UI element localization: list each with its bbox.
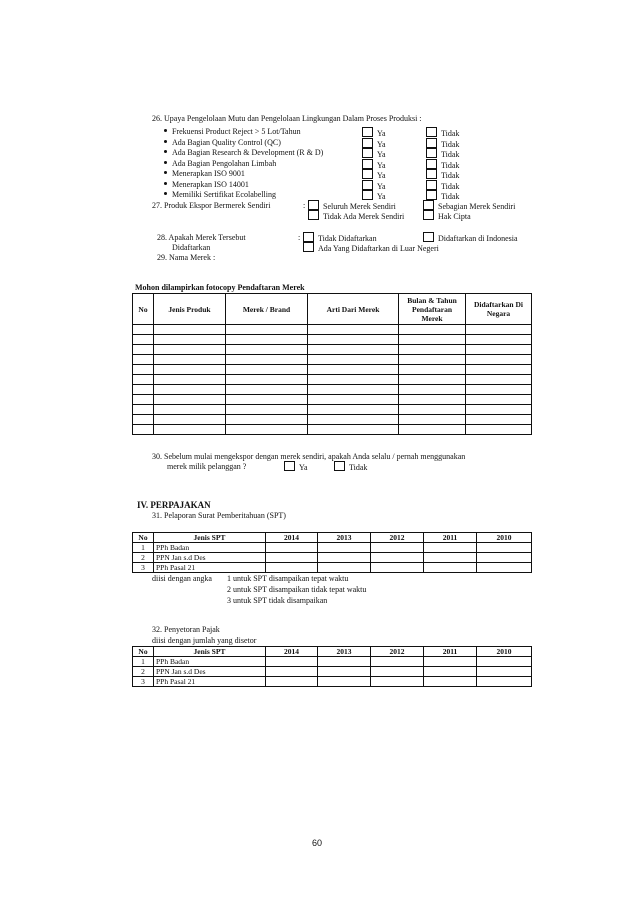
table-cell[interactable] — [371, 563, 424, 573]
column-header: 2011 — [424, 647, 477, 657]
table-row — [133, 425, 532, 435]
table-cell[interactable] — [308, 355, 399, 365]
table-cell[interactable] — [399, 405, 466, 415]
table-cell[interactable] — [371, 677, 424, 687]
table-cell[interactable] — [399, 325, 466, 335]
table-cell[interactable] — [133, 395, 154, 405]
checkbox[interactable] — [362, 138, 373, 148]
q27-option-1[interactable]: Seluruh Merek Sendiri — [308, 200, 396, 211]
column-header: Jenis SPT — [154, 647, 266, 657]
table-cell[interactable] — [154, 395, 226, 405]
checkbox[interactable] — [423, 200, 434, 210]
bullet-icon — [164, 182, 167, 185]
table-cell[interactable] — [371, 553, 424, 563]
table-cell[interactable] — [371, 657, 424, 667]
q26-yes-option[interactable]: Ya — [362, 138, 386, 149]
table-cell[interactable] — [477, 677, 532, 687]
table-cell[interactable] — [477, 563, 532, 573]
table-cell[interactable] — [266, 667, 318, 677]
q28-option-2[interactable]: Didaftarkan di Indonesia — [423, 232, 518, 243]
column-header: Bulan & Tahun Pendaftaran Merek — [399, 294, 466, 325]
table-cell[interactable] — [477, 553, 532, 563]
bullet-icon — [164, 192, 167, 195]
checkbox[interactable] — [426, 190, 437, 200]
table-cell[interactable] — [466, 355, 532, 365]
q26-no-option[interactable]: Tidak — [426, 180, 459, 191]
column-header: 2013 — [318, 533, 371, 543]
table-row — [133, 365, 532, 375]
table-cell[interactable] — [466, 395, 532, 405]
table-cell[interactable] — [308, 405, 399, 415]
table-cell[interactable] — [266, 677, 318, 687]
checkbox[interactable] — [303, 242, 314, 252]
table-cell[interactable] — [477, 657, 532, 667]
table-cell[interactable] — [154, 325, 226, 335]
q26-no-option[interactable]: Tidak — [426, 138, 459, 149]
spt-type: PPh Pasal 21 — [154, 677, 266, 687]
spt-table — [132, 532, 532, 573]
q26-title: 26. Upaya Pengelolaan Mutu dan Pengelolaan Lingkungan Dalam Proses Produksi : — [152, 114, 422, 123]
row-number: 2 — [133, 667, 154, 677]
table-cell[interactable] — [308, 395, 399, 405]
q26-item: Memiliki Sertifikat Ecolabelling — [164, 190, 276, 199]
table-cell[interactable] — [466, 365, 532, 375]
table-cell[interactable] — [133, 415, 154, 425]
checkbox[interactable] — [303, 232, 314, 242]
page-number: 60 — [312, 838, 323, 848]
checkbox[interactable] — [426, 148, 437, 158]
table-cell[interactable] — [266, 657, 318, 667]
table-cell[interactable] — [226, 415, 308, 425]
q31-note-2: 2 untuk SPT disampaikan tidak tepat waktu — [227, 585, 367, 594]
table-cell[interactable] — [308, 415, 399, 425]
table-row — [133, 667, 532, 677]
checkbox[interactable] — [284, 461, 295, 471]
q30-yes[interactable]: Ya — [284, 461, 308, 472]
table-cell[interactable] — [266, 553, 318, 563]
table-cell[interactable] — [424, 553, 477, 563]
checkbox[interactable] — [426, 169, 437, 179]
q26-item: Ada Bagian Quality Control (QC) — [164, 138, 281, 147]
q28-title-line1: 28. Apakah Merek Tersebut — [157, 233, 246, 242]
table-cell[interactable] — [318, 657, 371, 667]
table-cell[interactable] — [308, 425, 399, 435]
q26-no-option[interactable]: Tidak — [426, 190, 459, 201]
q26-yes-option[interactable]: Ya — [362, 127, 386, 138]
table-cell[interactable] — [266, 563, 318, 573]
q30-no[interactable]: Tidak — [334, 461, 367, 472]
row-number: 1 — [133, 543, 154, 553]
table-cell[interactable] — [399, 335, 466, 345]
q27-option-4[interactable]: Hak Cipta — [423, 210, 471, 221]
table-cell[interactable] — [133, 385, 154, 395]
table-cell[interactable] — [424, 677, 477, 687]
table-cell[interactable] — [226, 325, 308, 335]
table-cell[interactable] — [318, 667, 371, 677]
table-cell[interactable] — [226, 345, 308, 355]
bullet-icon — [164, 129, 167, 132]
q32-title: 32. Penyetoran Pajak — [152, 625, 220, 634]
table-cell[interactable] — [466, 385, 532, 395]
q26-item: Menerapkan ISO 9001 — [164, 169, 245, 178]
column-header: 2012 — [371, 533, 424, 543]
checkbox[interactable] — [426, 138, 437, 148]
table-cell[interactable] — [308, 365, 399, 375]
table-cell[interactable] — [424, 543, 477, 553]
bullet-icon — [164, 140, 167, 143]
table-row — [133, 563, 532, 573]
table-row — [133, 375, 532, 385]
table-cell[interactable] — [133, 345, 154, 355]
table-cell[interactable] — [226, 395, 308, 405]
table-cell[interactable] — [424, 563, 477, 573]
row-number: 1 — [133, 657, 154, 667]
table-cell[interactable] — [399, 385, 466, 395]
q26-yes-option[interactable]: Ya — [362, 190, 386, 201]
table-row — [133, 385, 532, 395]
checkbox[interactable] — [308, 210, 319, 220]
table-row — [133, 657, 532, 667]
checkbox[interactable] — [362, 159, 373, 169]
table-cell[interactable] — [466, 375, 532, 385]
q26-yes-option[interactable]: Ya — [362, 180, 386, 191]
table-cell[interactable] — [133, 355, 154, 365]
row-number: 3 — [133, 677, 154, 687]
q31-note-1: 1 untuk SPT disampaikan tepat waktu — [227, 574, 349, 583]
table-cell[interactable] — [318, 543, 371, 553]
checkbox[interactable] — [362, 169, 373, 179]
q30-line2: merek milik pelanggan ? — [167, 462, 247, 471]
table-cell[interactable] — [133, 405, 154, 415]
checkbox[interactable] — [362, 190, 373, 200]
table-cell[interactable] — [154, 425, 226, 435]
checkbox[interactable] — [423, 232, 434, 242]
column-header: 2012 — [371, 647, 424, 657]
column-header: No — [133, 533, 154, 543]
brand-table-caption: Mohon dilampirkan fotocopy Pendaftaran Merek — [135, 283, 305, 292]
table-cell[interactable] — [133, 335, 154, 345]
bullet-icon — [164, 161, 167, 164]
q26-item: Ada Bagian Research & Development (R & D) — [164, 148, 323, 157]
table-cell[interactable] — [318, 677, 371, 687]
bullet-icon — [164, 171, 167, 174]
table-cell[interactable] — [308, 345, 399, 355]
table-cell[interactable] — [466, 425, 532, 435]
table-cell[interactable] — [399, 375, 466, 385]
table-row — [133, 395, 532, 405]
spt-type: PPN Jan s.d Des — [154, 553, 266, 563]
table-cell[interactable] — [399, 395, 466, 405]
table-row — [133, 355, 532, 365]
q27-option-2[interactable]: Sebagian Merek Sendiri — [423, 200, 515, 211]
checkbox[interactable] — [426, 159, 437, 169]
column-header: Didaftarkan Di Negara — [466, 294, 532, 325]
table-cell[interactable] — [399, 355, 466, 365]
column-header: 2013 — [318, 647, 371, 657]
table-cell[interactable] — [226, 375, 308, 385]
table-cell[interactable] — [154, 365, 226, 375]
spt-type: PPN Jan s.d Des — [154, 667, 266, 677]
bullet-icon — [164, 150, 167, 153]
table-cell[interactable] — [226, 425, 308, 435]
checkbox[interactable] — [426, 180, 437, 190]
table-row — [133, 345, 532, 355]
column-header: 2014 — [266, 533, 318, 543]
table-cell[interactable] — [154, 415, 226, 425]
q27-colon: : — [303, 201, 306, 210]
table-cell[interactable] — [154, 375, 226, 385]
row-number: 2 — [133, 553, 154, 563]
column-header: 2010 — [477, 647, 532, 657]
checkbox[interactable] — [362, 127, 373, 137]
q26-yes-option[interactable]: Ya — [362, 159, 386, 170]
q26-item: Menerapkan ISO 14001 — [164, 180, 249, 189]
q26-no-option[interactable]: Tidak — [426, 127, 459, 138]
table-cell[interactable] — [154, 345, 226, 355]
q26-item: Frekuensi Product Reject > 5 Lot/Tahun — [164, 127, 301, 136]
table-cell[interactable] — [424, 657, 477, 667]
checkbox[interactable] — [308, 200, 319, 210]
checkbox[interactable] — [362, 148, 373, 158]
q31-note-3: 3 untuk SPT tidak disampaikan — [227, 596, 328, 605]
table-cell[interactable] — [133, 325, 154, 335]
table-cell[interactable] — [154, 355, 226, 365]
column-header: 2011 — [424, 533, 477, 543]
table-cell[interactable] — [466, 325, 532, 335]
brand-table — [132, 293, 532, 435]
q27-option-3[interactable]: Tidak Ada Merek Sendiri — [308, 210, 404, 221]
checkbox[interactable] — [426, 127, 437, 137]
q28-colon: : — [298, 233, 301, 242]
table-cell[interactable] — [466, 405, 532, 415]
column-header: Arti Dari Merek — [308, 294, 399, 325]
table-cell[interactable] — [308, 375, 399, 385]
spt-type: PPh Badan — [154, 657, 266, 667]
table-cell[interactable] — [133, 365, 154, 375]
spt-type: PPh Pasal 21 — [154, 563, 266, 573]
table-cell[interactable] — [466, 345, 532, 355]
q31-title: 31. Pelaporan Surat Pemberitahuan (SPT) — [152, 511, 286, 520]
table-cell[interactable] — [466, 415, 532, 425]
table-cell[interactable] — [477, 543, 532, 553]
column-header: Jenis SPT — [154, 533, 266, 543]
table-cell[interactable] — [399, 425, 466, 435]
column-header: No — [133, 294, 154, 325]
column-header: 2010 — [477, 533, 532, 543]
column-header: Jenis Produk — [154, 294, 226, 325]
table-row — [133, 335, 532, 345]
table-cell[interactable] — [477, 667, 532, 677]
table-cell[interactable] — [226, 355, 308, 365]
tax-table — [132, 646, 532, 687]
table-cell[interactable] — [399, 365, 466, 375]
table-cell[interactable] — [308, 385, 399, 395]
table-cell[interactable] — [154, 335, 226, 345]
column-header: 2014 — [266, 647, 318, 657]
table-cell[interactable] — [399, 415, 466, 425]
column-header: No — [133, 647, 154, 657]
table-cell[interactable] — [133, 375, 154, 385]
table-cell[interactable] — [318, 553, 371, 563]
table-row — [133, 325, 532, 335]
q26-no-option[interactable]: Tidak — [426, 169, 459, 180]
q31-note-label: diisi dengan angka — [152, 574, 212, 583]
q28-option-1[interactable]: Tidak Didaftarkan — [303, 232, 377, 243]
table-cell[interactable] — [318, 563, 371, 573]
spt-type: PPh Badan — [154, 543, 266, 553]
q26-item: Ada Bagian Pengolahan Limbah — [164, 159, 276, 168]
row-number: 3 — [133, 563, 154, 573]
table-cell[interactable] — [466, 335, 532, 345]
table-cell[interactable] — [266, 543, 318, 553]
q26-no-option[interactable]: Tidak — [426, 148, 459, 159]
q30-line1: 30. Sebelum mulai mengekspor dengan merek sendiri, apakah Anda selalu / pernah menggunakan — [152, 452, 466, 461]
table-cell[interactable] — [133, 425, 154, 435]
table-cell[interactable] — [154, 405, 226, 415]
table-cell[interactable] — [399, 345, 466, 355]
table-cell[interactable] — [226, 365, 308, 375]
q28-title-line2: Didaftarkan — [172, 243, 211, 252]
q29-title: 29. Nama Merek : — [157, 253, 216, 262]
table-cell[interactable] — [371, 543, 424, 553]
section-title: IV. PERPAJAKAN — [137, 500, 211, 510]
q32-subtitle: diisi dengan jumlah yang disetor — [152, 636, 257, 645]
table-row — [133, 677, 532, 687]
table-row — [133, 405, 532, 415]
table-cell[interactable] — [226, 335, 308, 345]
table-cell[interactable] — [424, 667, 477, 677]
checkbox[interactable] — [423, 210, 434, 220]
table-cell[interactable] — [308, 335, 399, 345]
table-cell[interactable] — [226, 385, 308, 395]
q27-title: 27. Produk Ekspor Bermerek Sendiri — [152, 201, 271, 210]
q26-no-option[interactable]: Tidak — [426, 159, 459, 170]
table-cell[interactable] — [371, 667, 424, 677]
column-header: Merek / Brand — [226, 294, 308, 325]
q28-option-3[interactable]: Ada Yang Didaftarkan di Luar Negeri — [303, 242, 439, 253]
table-row — [133, 543, 532, 553]
table-row — [133, 415, 532, 425]
table-row — [133, 553, 532, 563]
table-cell[interactable] — [226, 405, 308, 415]
checkbox[interactable] — [362, 180, 373, 190]
q26-yes-option[interactable]: Ya — [362, 148, 386, 159]
table-cell[interactable] — [154, 385, 226, 395]
q26-yes-option[interactable]: Ya — [362, 169, 386, 180]
table-cell[interactable] — [308, 325, 399, 335]
checkbox[interactable] — [334, 461, 345, 471]
